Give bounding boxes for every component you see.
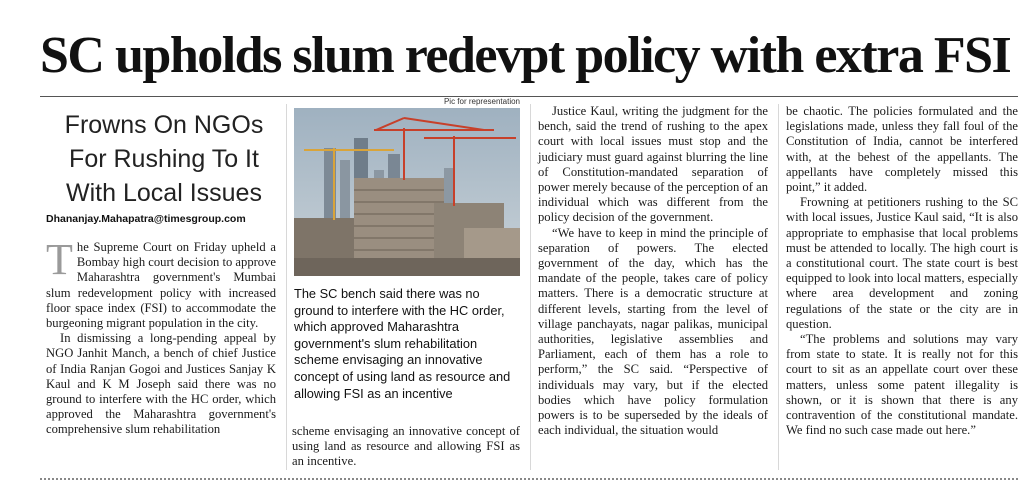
paragraph: Justice Kaul, writing the judgment for the bench, said the trend of rushing to the apex court with local issues must stop and the judiciary must guard against blurring the line of Constitution-mandated separation of power merely because of the perception of an individual which was different from the policy decision of the government. [538, 104, 768, 225]
paragraph: Frowning at petitioners rushing to the SC with local issues, Justice Kaul said, “It is also appropriate to emphasise that local problems must be attended to locally. The high court is a constitutional court. The state court is best equipped to look into local matters, especially where area development and zoning regulations of the state or the city are in question. [786, 195, 1018, 331]
paragraph: “The problems and solutions may vary from state to state. It is really not for this court to sit as an appellate court over these matters, unless some patent illegality is shown, or it is shown that there is any contravention of the constitutional mandate. We find no such case made out here.” [786, 332, 1018, 438]
article-column-3 [538, 104, 768, 438]
paragraph: In dismissing a long-pending appeal by NGO Janhit Manch, a bench of chief Justice of India Ranjan Gogoi and Justices Sanjay K Kaul and K M Joseph said there was no ground to interfere with the HC order, which approved the Maharashtra government's comprehensive slum rehabilitation [46, 331, 276, 437]
paragraph: be chaotic. The policies formulated and the legislations made, unless they fall foul of the Constitution of India, cannot be interfered with, at the behest of the appellants. The appellants have completely missed this point,” it added. [786, 104, 1018, 195]
paragraph-text: he Supreme Court on Friday upheld a Bombay high court decision to approve Maharashtra government's Mumbai slum redevelopment policy with increased floor space index (FSI) to accommodate the burgeoning migrant population in the city. [46, 240, 276, 331]
bottom-rule [40, 478, 1018, 480]
paragraph: “We have to keep in mind the principle of separation of powers. The elected government of the day, which has the mandate of the people, takes care of policy matters. There is a democratic structure at different levels, starting from the level of village panchayats, nagar palikas, municipal authorities, legislative assemblies and Parliament, each of them has a role to perform,” the SC said. “Perspective of individuals may vary, but if the elected bodies which have policy formulation powers is to be superseded by the ideals of each individual, the situation would [538, 225, 768, 438]
photo-credit: Pic for representation [443, 97, 520, 106]
subheadline: Frowns On NGOs For Rushing To It With Local Issues [64, 111, 264, 207]
headline-rule [40, 96, 1018, 97]
column-divider [286, 104, 287, 470]
byline[interactable]: Dhananjay.Mahapatra@timesgroup.com [46, 213, 246, 225]
column-divider [530, 104, 531, 470]
paragraph [46, 235, 276, 331]
column-divider [778, 104, 779, 470]
headline: SC upholds slum redevpt policy with extra FSI [40, 27, 1011, 84]
article-column-2 [292, 424, 520, 470]
drop-cap: T [46, 235, 73, 284]
article-column-1 [46, 235, 276, 438]
article-column-4 [786, 104, 1018, 438]
paragraph: scheme envisaging an innovative concept of using land as resource and allowing FSI as an incentive. [292, 424, 520, 469]
construction-site-photo [294, 108, 520, 276]
photo-caption: The SC bench said there was no ground to interfere with the HC order, which approved Maharashtra government's slum rehabilitation scheme envisaging an innovative concept of using land as resource and allowing FSI as an incentive [294, 286, 511, 401]
